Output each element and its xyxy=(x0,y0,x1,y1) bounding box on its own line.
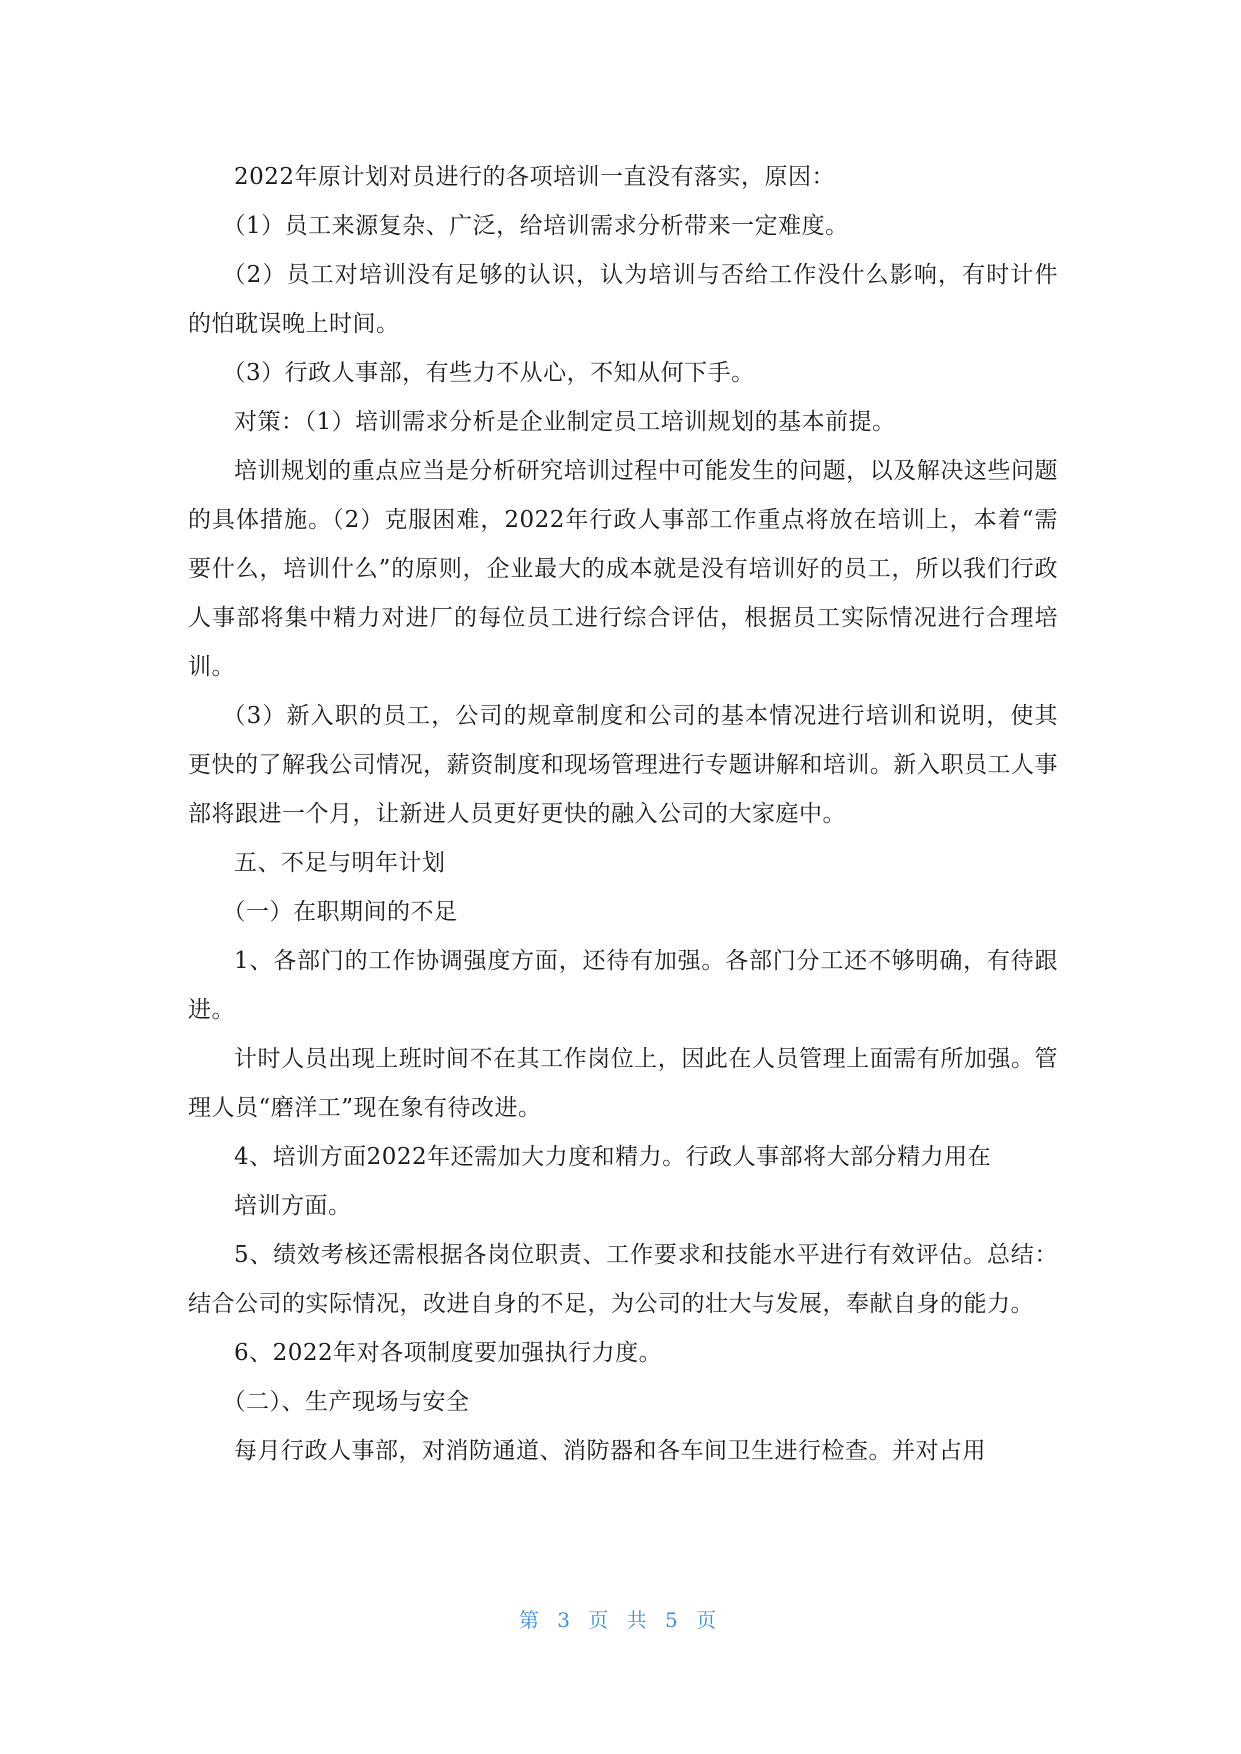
paragraph-reason-2: （2）员工对培训没有足够的认识，认为培训与否给工作没什么影响，有时计件的怕耽误晚上时间。 xyxy=(188,262,1058,337)
paragraph-item-5: 5、绩效考核还需根据各岗位职责、工作要求和技能水平进行有效评估。总结：结合公司的实际情况，改进自身的不足，为公司的壮大与发展，奉献自身的能力。 xyxy=(188,1242,1058,1317)
footer-current-page: 3 xyxy=(557,1608,576,1632)
paragraph-countermeasure-3: （3）新入职的员工，公司的规章制度和公司的基本情况进行培训和说明，使其更快的了解我公司情况，薪资制度和现场管理进行专题讲解和培训。新入职员工人事部将跟进一个月，让新进人员更好更快的融入公司的大家庭中。 xyxy=(188,703,1058,827)
paragraph-item-4: 4、培训方面2022年还需加大力度和精力。行政人事部将大部分精力用在 xyxy=(234,1144,992,1170)
subsection-heading-safety: （二）、生产现场与安全 xyxy=(222,1389,470,1415)
paragraph-monthly-inspection: 每月行政人事部，对消防通道、消防器和各车间卫生进行检查。并对占用 xyxy=(234,1438,986,1464)
paragraph-item-4-continued: 培训方面。 xyxy=(234,1193,352,1219)
section-heading-shortcomings: 五、不足与明年计划 xyxy=(234,850,446,876)
paragraph-item-1: 1、各部门的工作协调强度方面，还待有加强。各部门分工还不够明确，有待跟进。 xyxy=(188,948,1058,1023)
footer-middle: 页 共 xyxy=(588,1608,653,1632)
paragraph-reason-1: （1）员工来源复杂、广泛，给培训需求分析带来一定难度。 xyxy=(222,213,849,239)
page-footer xyxy=(0,1604,1241,1633)
paragraph-training-plan: 2022年原计划对员进行的各项培训一直没有落实，原因： xyxy=(234,164,836,190)
footer-total-pages: 5 xyxy=(665,1608,684,1632)
paragraph-countermeasure-2: 培训规划的重点应当是分析研究培训过程中可能发生的问题，以及解决这些问题的具体措施。（2）克服困难，2022年行政人事部工作重点将放在培训上，本着“需要什么，培训什么”的原则，企业最大的成本就是没有培训好的员工，所以我们行政人事部将集中精力对进厂的每位员工进行综合评估，根据员工实际情况进行合理培训。 xyxy=(188,458,1058,680)
paragraph-item-6: 6、2022年对各项制度要加强执行力度。 xyxy=(234,1340,663,1366)
paragraph-timekeeping: 计时人员出现上班时间不在其工作岗位上，因此在人员管理上面需有所加强。管理人员“磨洋工”现在象有待改进。 xyxy=(188,1046,1058,1121)
document-body xyxy=(188,153,1058,1476)
footer-suffix: 页 xyxy=(696,1608,723,1632)
paragraph-countermeasure-1: 对策：（1）培训需求分析是企业制定员工培训规划的基本前提。 xyxy=(234,409,896,435)
paragraph-reason-3: （3）行政人事部，有些力不从心，不知从何下手。 xyxy=(222,360,755,386)
footer-prefix: 第 xyxy=(518,1608,545,1632)
subsection-heading-shortcomings: （一）在职期间的不足 xyxy=(222,899,458,925)
